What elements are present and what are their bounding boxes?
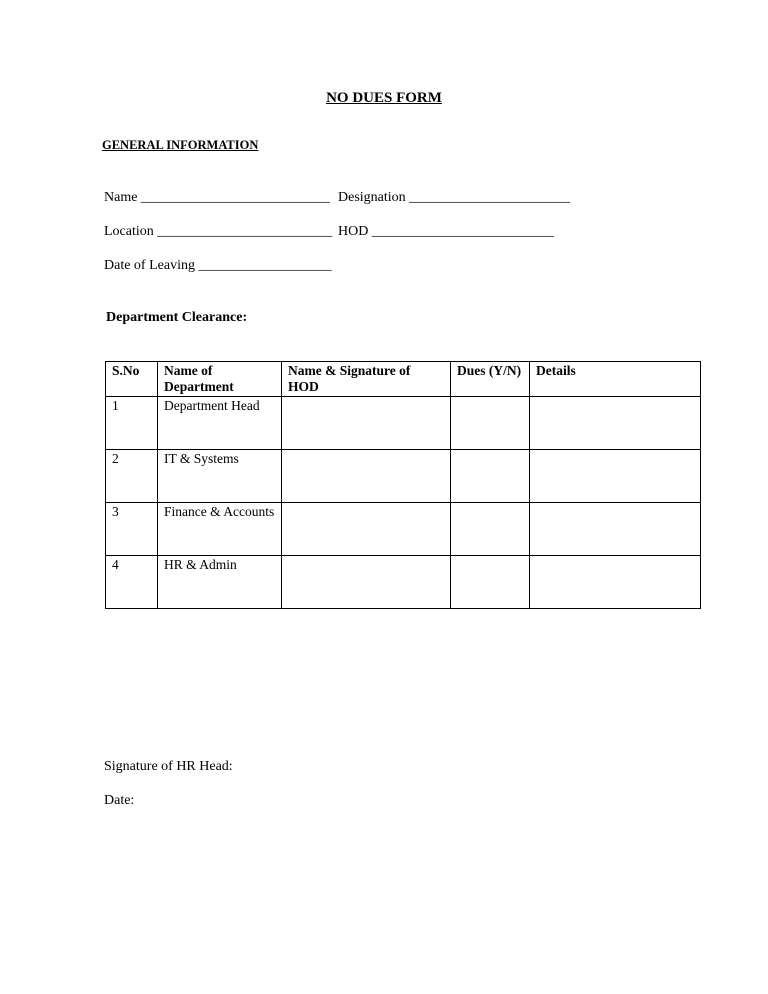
table-row [106,556,701,609]
department-clearance-heading: Department Clearance: [106,310,248,325]
date-label: Date: [104,793,135,808]
column-header-details: Details [530,362,701,397]
column-header-department: Name of Department [158,362,282,397]
cell-sno: 1 [106,397,158,450]
cell-hod-signature[interactable] [282,503,451,556]
cell-dues[interactable] [451,556,530,609]
cell-dues[interactable] [451,397,530,450]
table-row [106,503,701,556]
cell-details[interactable] [530,397,701,450]
location-field[interactable]: Location _________________________ [104,224,333,239]
column-header-sno: S.No [106,362,158,397]
hod-field[interactable]: HOD __________________________ [338,224,554,239]
table-header-row [106,362,701,397]
cell-details[interactable] [530,450,701,503]
cell-department: IT & Systems [158,450,282,503]
cell-hod-signature[interactable] [282,397,451,450]
cell-sno: 2 [106,450,158,503]
table-row [106,450,701,503]
column-header-hod-signature: Name & Signature of HOD [282,362,451,397]
cell-details[interactable] [530,503,701,556]
hr-head-signature-label: Signature of HR Head: [104,759,233,774]
cell-department: HR & Admin [158,556,282,609]
table-row [106,397,701,450]
cell-details[interactable] [530,556,701,609]
general-information-heading: GENERAL INFORMATION [102,138,259,152]
cell-department: Finance & Accounts [158,503,282,556]
cell-sno: 3 [106,503,158,556]
date-of-leaving-field[interactable]: Date of Leaving ___________________ [104,258,332,273]
cell-hod-signature[interactable] [282,450,451,503]
cell-dues[interactable] [451,503,530,556]
cell-dues[interactable] [451,450,530,503]
designation-field[interactable]: Designation _______________________ [338,190,571,205]
department-clearance-table [105,361,701,609]
column-header-dues: Dues (Y/N) [451,362,530,397]
cell-hod-signature[interactable] [282,556,451,609]
name-field[interactable]: Name ___________________________ [104,190,330,205]
form-title: NO DUES FORM [326,90,442,106]
cell-sno: 4 [106,556,158,609]
cell-department: Department Head [158,397,282,450]
